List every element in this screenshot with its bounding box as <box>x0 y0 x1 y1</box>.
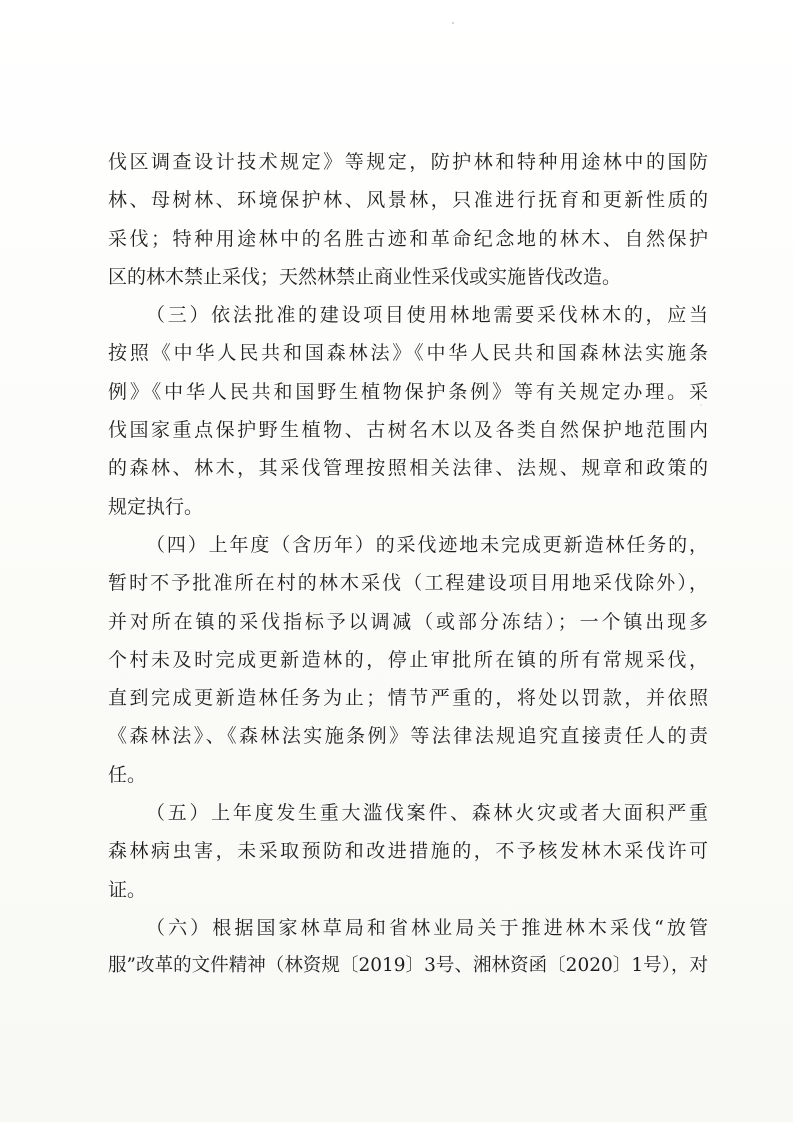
text-line: 证。 <box>108 878 147 901</box>
text-line: 按照《中华人民共和国森林法》《中华人民共和国森林法实施条 <box>108 342 708 365</box>
text-line: 暂时不予批准所在村的林木采伐（工程建设项目用地采伐除外）， <box>108 572 708 595</box>
text-line: 规定执行。 <box>108 495 204 518</box>
body-text <box>108 143 708 986</box>
text-line: 个村未及时完成更新造林的，停止审批所在镇的所有常规采伐， <box>108 648 708 671</box>
paragraph-start: （六）根据国家林草局和省林业局关于推进林木采伐“放管 <box>146 916 708 939</box>
text-line: 任。 <box>108 763 147 786</box>
text-line: 林、母树林、环境保护林、风景林，只准进行抚育和更新性质的 <box>108 189 708 212</box>
text-line: 并对所在镇的采伐指标予以调减（或部分冻结）；一个镇出现多 <box>108 610 708 633</box>
text-line: 的森林、林木，其采伐管理按照相关法律、法规、规章和政策的 <box>108 457 708 480</box>
text-line: 区的林木禁止采伐；天然林禁止商业性采伐或实施皆伐改造。 <box>108 265 622 288</box>
text-line: 伐区调查设计技术规定》等规定，防护林和特种用途林中的国防 <box>108 151 708 173</box>
paragraph-start: （四）上年度（含历年）的采伐迹地未完成更新造林任务的， <box>146 533 708 556</box>
paragraph-start: （五）上年度发生重大滥伐案件、森林火灾或者大面积严重 <box>146 802 708 825</box>
text-line: 采伐；特种用途林中的名胜古迹和革命纪念地的林木、自然保护 <box>108 227 708 250</box>
text-line: 森林病虫害，未采取预防和改进措施的，不予核发林木采伐许可 <box>108 840 708 863</box>
text-line: 服”改革的文件精神（林资规〔2019〕3号、湘林资函〔2020〕1号），对 <box>108 955 708 977</box>
scan-speck <box>452 22 454 24</box>
paragraph-start: （三）依法批准的建设项目使用林地需要采伐林木的，应当 <box>146 304 708 327</box>
text-line: 例》《中华人民共和国野生植物保护条例》等有关规定办理。采 <box>108 380 708 403</box>
text-line: 《森林法》、《森林法实施条例》等法律法规追究直接责任人的责 <box>108 725 708 748</box>
text-line: 直到完成更新造林任务为止；情节严重的，将处以罚款，并依照 <box>108 687 708 710</box>
text-line: 伐国家重点保护野生植物、古树名木以及各类自然保护地范围内 <box>108 419 708 442</box>
